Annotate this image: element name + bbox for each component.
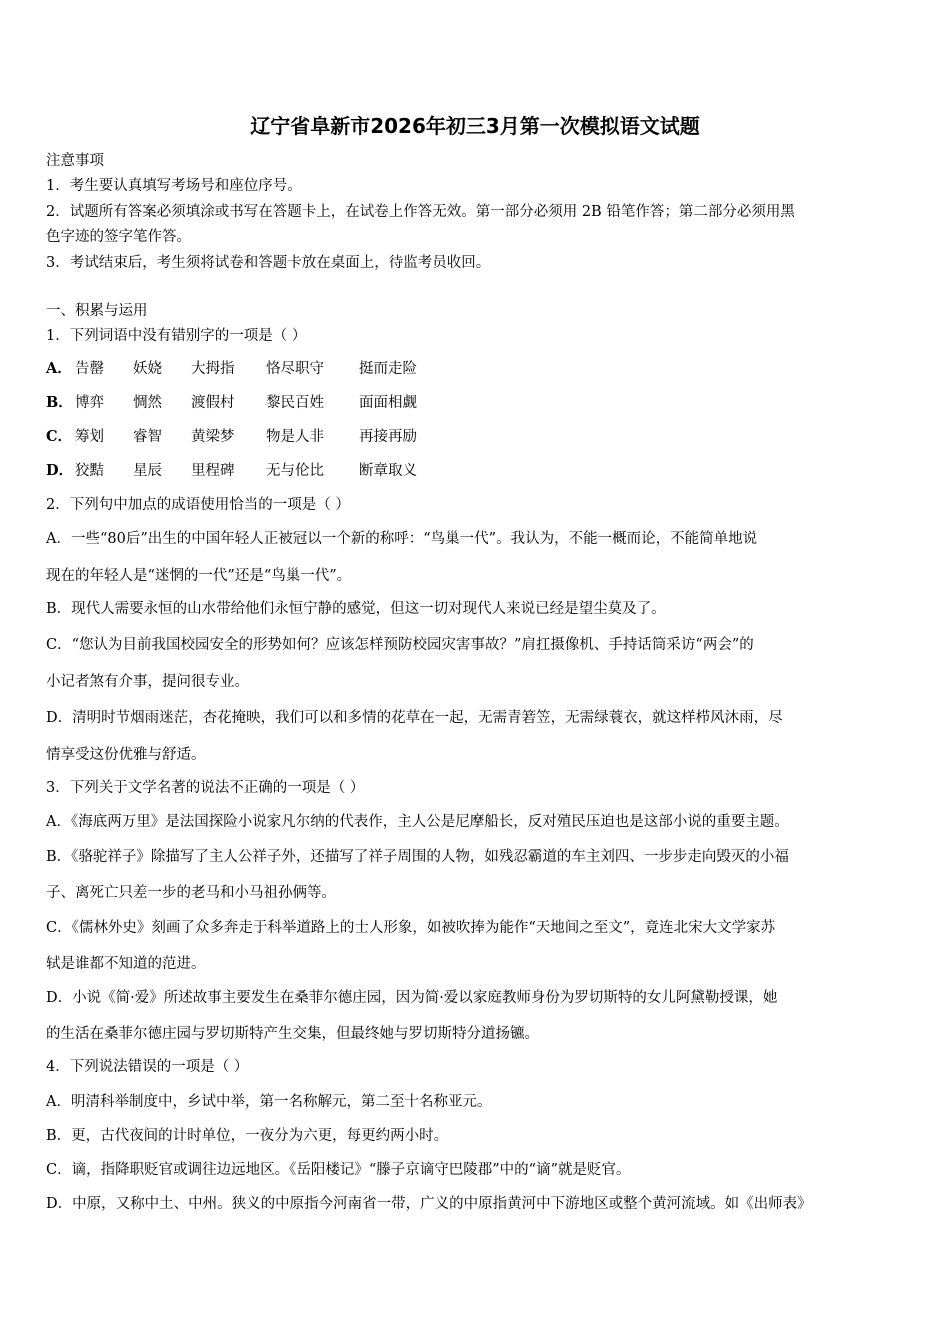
- q3-option-line: C．《儒林外史》刻画了众多奔走于科举道路上的士人形象，如被吹捧为能作“天地间之至文”，竟连北宋大文学家苏: [46, 920, 776, 936]
- option-word: 渡假村: [191, 395, 235, 411]
- option-word: 星辰: [133, 463, 162, 479]
- option-word: 惆然: [133, 395, 162, 411]
- section-heading: 一、积累与运用: [46, 303, 148, 319]
- q1-option-b: [46, 393, 906, 413]
- q3-option-line: 的生活在桑菲尔德庄园与罗切斯特产生交集，但最终她与罗切斯特分道扬镳。: [46, 1026, 539, 1042]
- q4-option-line: B．更，古代夜间的计时单位，一夜分为六更，每更约两小时。: [46, 1128, 449, 1144]
- option-label: C．: [46, 428, 73, 445]
- option-word: 狡黠: [75, 463, 104, 479]
- q1-option-a: [46, 359, 906, 379]
- q2-option-line: 现在的年轻人是“迷惘的一代”还是“鸟巢一代”。: [46, 568, 352, 584]
- option-word: 物是人非: [266, 429, 324, 445]
- option-word: 面面相觑: [359, 395, 417, 411]
- page-title: 辽宁省阜新市2026年初三3月第一次模拟语文试题: [250, 114, 700, 138]
- notice-item: 1．考生要认真填写考场号和座位序号。: [46, 178, 302, 194]
- option-word: 博弈: [75, 395, 104, 411]
- notice-item: 色字迹的签字笔作答。: [46, 229, 191, 245]
- q2-option-line: B．现代人需要永恒的山水带给他们永恒宁静的感觉，但这一切对现代人来说已经是望尘莫及了。: [46, 601, 666, 617]
- q3-option-line: A．《海底两万里》是法国探险小说家凡尔纳的代表作，主人公是尼摩船长，反对殖民压迫也是这部小说的重要主题。: [46, 814, 789, 830]
- question-4-stem: 4．下列说法错误的一项是（ ）: [46, 1059, 249, 1075]
- option-word: 挺而走险: [359, 361, 417, 377]
- q1-option-d: [46, 461, 906, 481]
- option-word: 黄梁梦: [191, 429, 235, 445]
- option-label: A．: [46, 360, 72, 377]
- option-word: 大拇指: [191, 361, 235, 377]
- q4-option-line: D．中原，又称中土、中州。狭义的中原指今河南省一带，广义的中原指黄河中下游地区或整个黄河流域。如《出师表》: [46, 1196, 812, 1212]
- question-1-stem: 1．下列词语中没有错别字的一项是（ ）: [46, 328, 307, 344]
- option-word: 筹划: [75, 429, 104, 445]
- notice-item: 3．考试结束后，考生须将试卷和答题卡放在桌面上，待监考员收回。: [46, 255, 491, 271]
- option-word: 恪尽职守: [266, 361, 324, 377]
- q1-option-c: [46, 427, 906, 447]
- option-word: 妖娆: [133, 361, 162, 377]
- option-word: 黎民百姓: [266, 395, 324, 411]
- notice-item: 2．试题所有答案必须填涂或书写在答题卡上，在试卷上作答无效。第一部分必须用 2B 铅笔作答；第二部分必须用黑: [46, 204, 795, 220]
- q2-option-line: D．清明时节烟雨迷茫，杏花掩映，我们可以和多情的花草在一起，无需青箬笠，无需绿蓑衣，就这样栉风沐雨，尽: [46, 710, 783, 726]
- q2-option-line: A．一些“80后”出生的中国年轻人正被冠以一个新的称呼：“鸟巢一代”。我认为，不能一概而论，不能简单地说: [46, 531, 758, 547]
- question-2-stem: 2．下列句中加点的成语使用恰当的一项是（ ）: [46, 497, 350, 513]
- q2-option-line: 小记者煞有介事，提问很专业。: [46, 674, 249, 690]
- option-word: 断章取义: [359, 463, 417, 479]
- q3-option-line: D．小说《简·爱》所述故事主要发生在桑菲尔德庄园，因为简·爱以家庭教师身份为罗切斯特的女儿阿黛勒授课，她: [46, 990, 778, 1006]
- q3-option-line: B．《骆驼祥子》除描写了主人公祥子外，还描写了祥子周围的人物，如残忍霸道的车主刘四、一步步走向毁灭的小福: [46, 849, 789, 865]
- q4-option-line: A．明清科举制度中，乡试中举，第一名称解元，第二至十名称亚元。: [46, 1094, 492, 1110]
- q2-option-line: 情享受这份优雅与舒适。: [46, 747, 206, 763]
- notice-heading: 注意事项: [46, 153, 104, 169]
- option-word: 睿智: [133, 429, 162, 445]
- option-word: 里程碑: [191, 463, 235, 479]
- question-3-stem: 3．下列关于文学名著的说法不正确的一项是（ ）: [46, 780, 365, 796]
- option-label: B．: [46, 394, 73, 411]
- option-word: 无与伦比: [266, 463, 324, 479]
- option-label: D．: [46, 462, 74, 479]
- option-word: 再接再励: [359, 429, 417, 445]
- q3-option-line: 轼是谁都不知道的范进。: [46, 956, 206, 972]
- option-word: 告罄: [75, 361, 104, 377]
- q4-option-line: C．谪，指降职贬官或调往边远地区。《岳阳楼记》“滕子京谪守巴陵郡”中的“谪”就是贬官。: [46, 1162, 631, 1178]
- q3-option-line: 子、离死亡只差一步的老马和小马祖孙俩等。: [46, 885, 336, 901]
- q2-option-line: C．“您认为目前我国校园安全的形势如何？应该怎样预防校园灾害事故？”肩扛摄像机、手持话筒采访“两会”的: [46, 637, 754, 653]
